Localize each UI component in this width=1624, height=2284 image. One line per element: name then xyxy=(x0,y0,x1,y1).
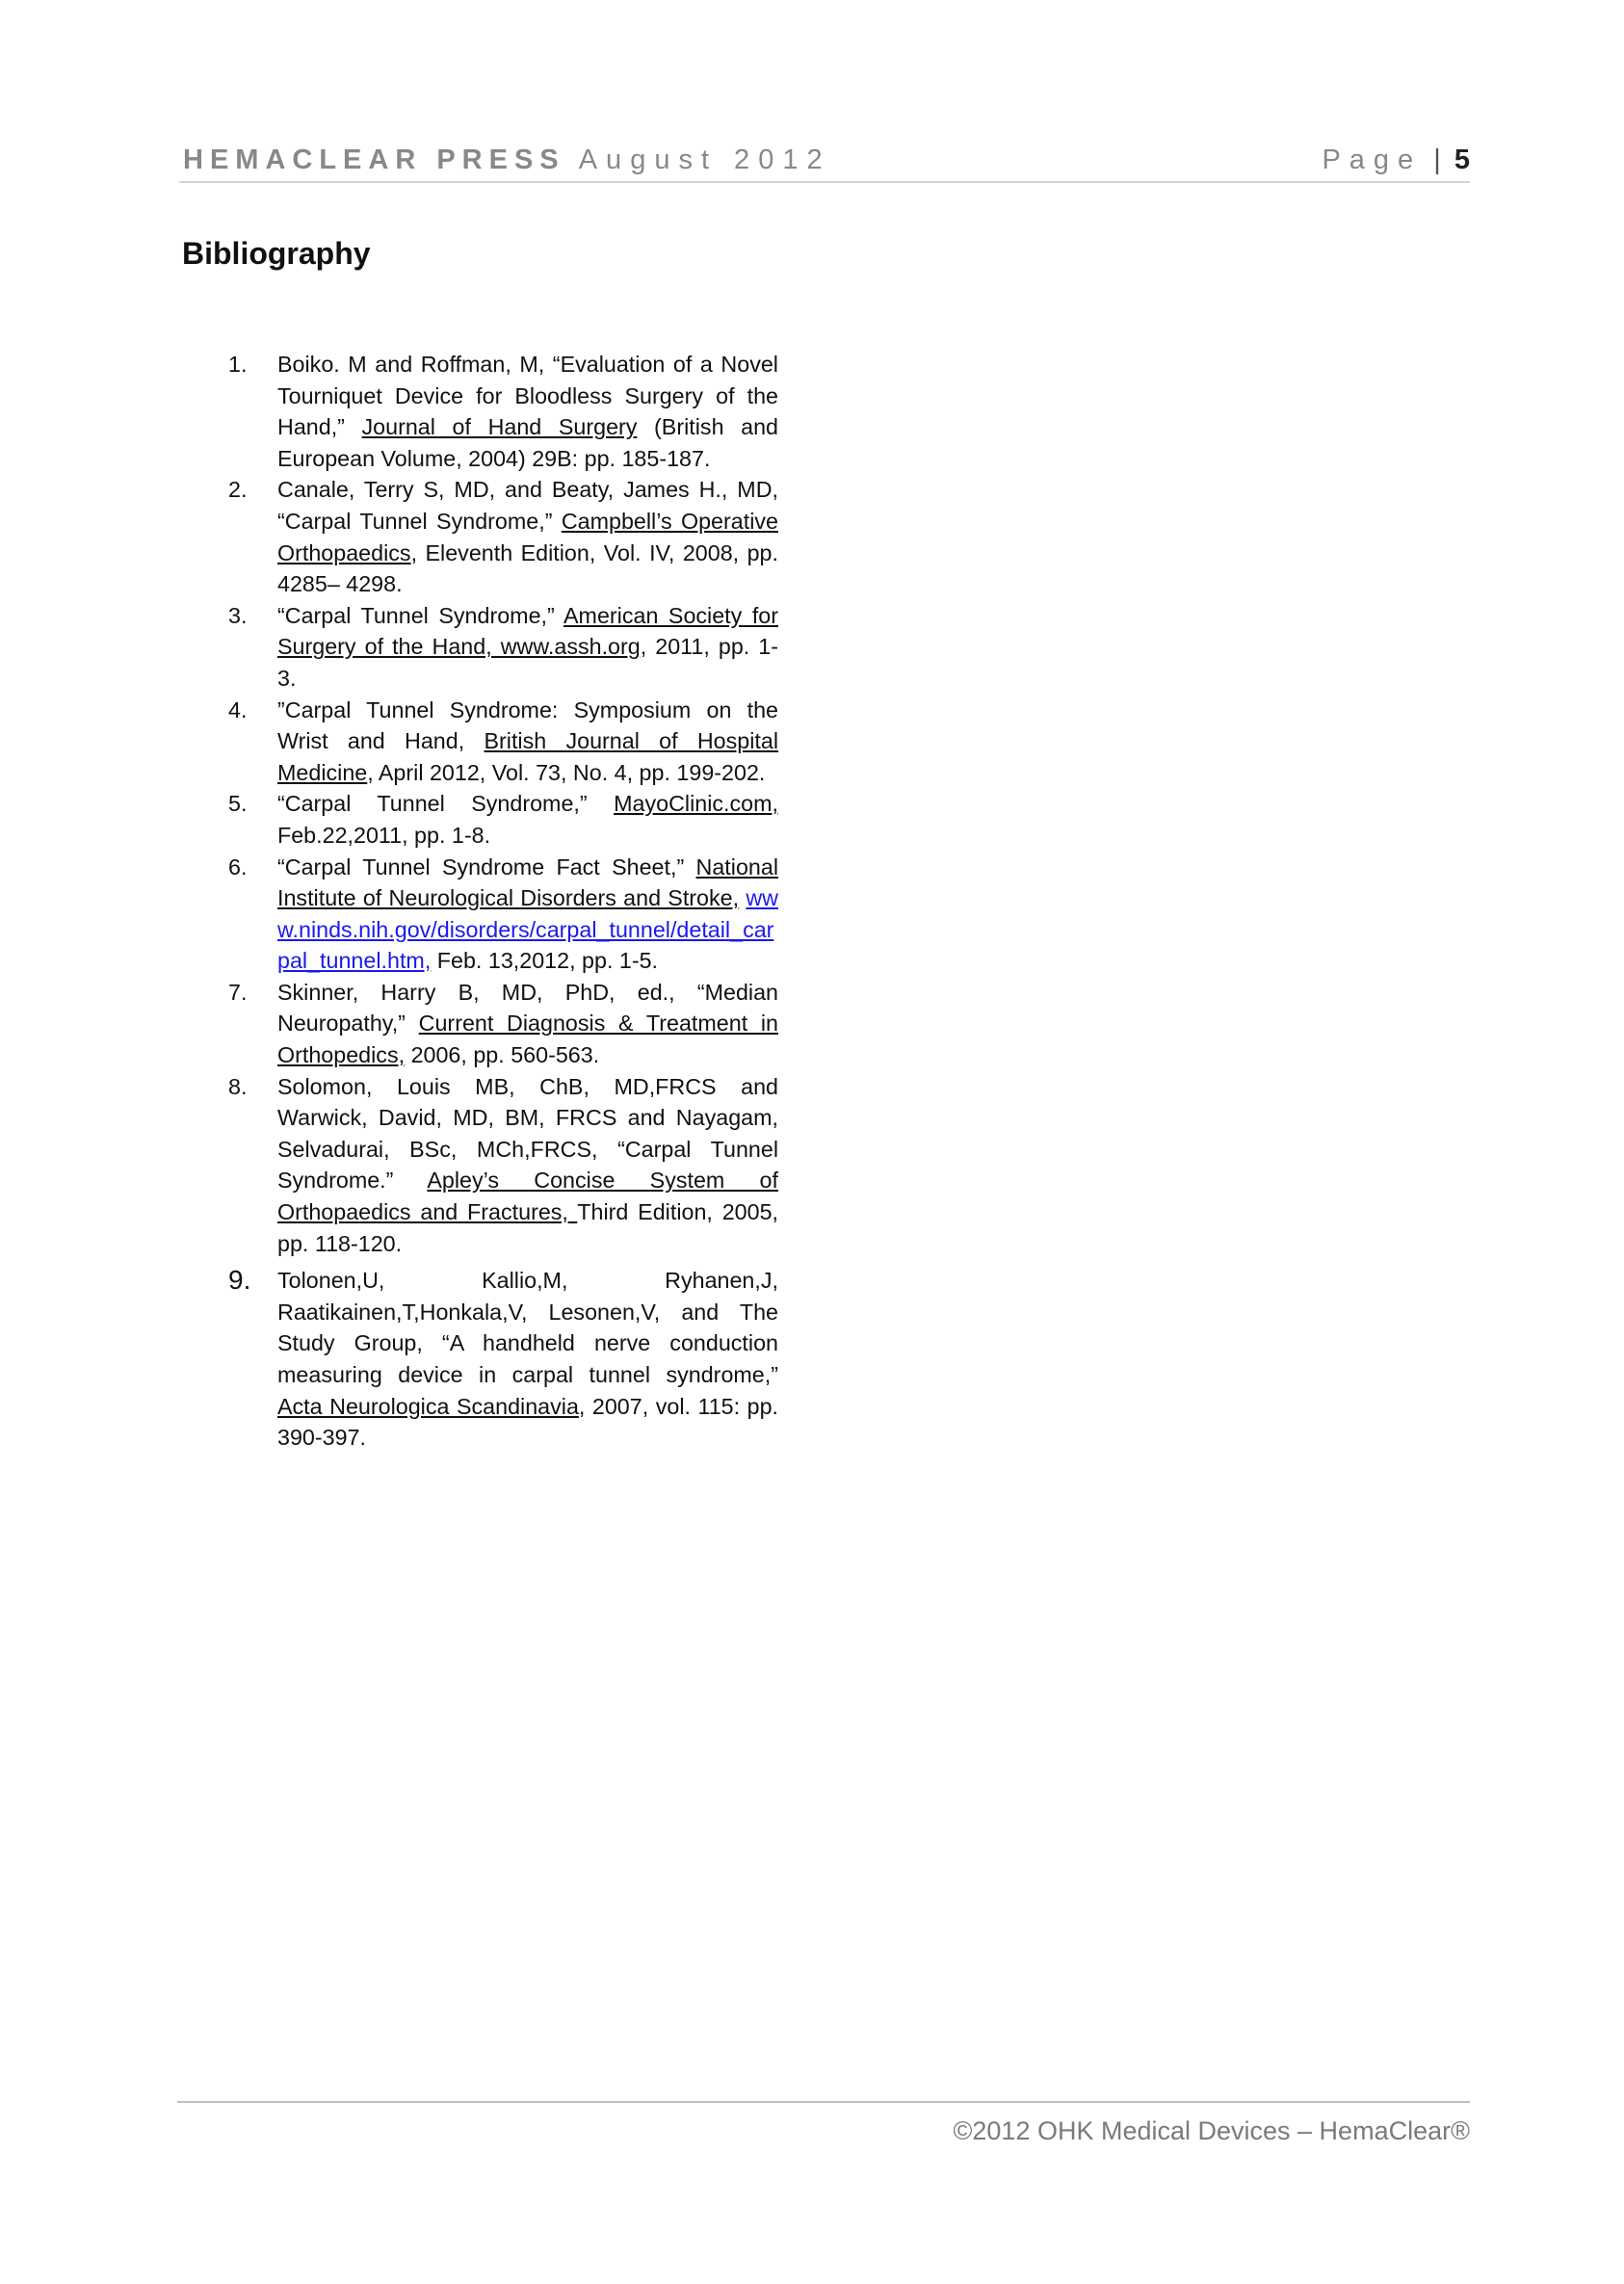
entry-number: 3. xyxy=(228,602,248,628)
entry-text: Feb.22,2011, pp. 1-8. xyxy=(277,822,491,848)
entry-number: 4. xyxy=(228,696,248,722)
entry-text: , April 2012, Vol. 73, No. 4, pp. 199-202. xyxy=(367,759,766,785)
entry-text: Boiko. M and Roffman, M, “Evaluation of a Novel Tourniquet Device for Bloodless Surgery of the Hand,” xyxy=(277,352,778,440)
entry-text: Tolonen,U, Kallio,M, Ryhanen,J, Raatikainen,T,Honkala,V, Lesonen,V, and The Study Group, “A handheld nerve conduction measuring device in carpal tunnel syndrome,” xyxy=(277,1268,778,1387)
source-title: National Institute of Neurological Disorders and Stroke, xyxy=(277,853,778,911)
header-title xyxy=(183,144,831,176)
bibliography-list xyxy=(222,349,778,1454)
bibliography-entry-1 xyxy=(222,349,778,474)
entry-text: , 2007, vol. 115: pp. 390-397. xyxy=(277,1393,778,1451)
bibliography-entry-4 xyxy=(222,695,778,789)
bibliography-entry-7 xyxy=(222,977,778,1071)
bibliography-entry-6 xyxy=(222,852,778,977)
source-title: MayoClinic.com, xyxy=(614,791,778,817)
entry-text: “Carpal Tunnel Syndrome Fact Sheet,” xyxy=(277,853,696,879)
book-title: Apley’s Concise System of Orthopaedics and Fractures, xyxy=(277,1168,778,1225)
journal-title: Journal of Hand Surgery xyxy=(361,414,638,440)
entry-number: 6. xyxy=(228,853,248,879)
page-label: Page xyxy=(1322,144,1423,175)
entry-number: 7. xyxy=(228,979,248,1005)
page-separator: | xyxy=(1433,144,1441,175)
entry-text: “Carpal Tunnel Syndrome,” xyxy=(277,602,563,628)
entry-text: Skinner, Harry B, MD, PhD, ed., “Median Neuropathy,” xyxy=(277,979,778,1037)
page-indicator xyxy=(1322,144,1470,176)
book-title: Current Diagnosis & Treatment in Orthopedics, xyxy=(277,1011,778,1068)
entry-text: Canale, Terry S, MD, and Beaty, James H., MD, “Carpal Tunnel Syndrome,” xyxy=(277,477,778,534)
bibliography-entry-9 xyxy=(222,1265,778,1454)
page-number: 5 xyxy=(1454,144,1470,175)
entry-number: 2. xyxy=(228,477,248,503)
bibliography-entry-3 xyxy=(222,600,778,695)
entry-text: , Eleventh Edition, Vol. IV, 2008, pp. 4285– 4298. xyxy=(277,539,778,597)
entry-number: 8. xyxy=(228,1073,248,1099)
entry-text: ”Carpal Tunnel Syndrome: Symposium on the Wrist and Hand, xyxy=(277,696,778,754)
journal-title: Acta Neurologica Scandinavia xyxy=(277,1393,579,1419)
entry-text: , 2011, pp. 1-3. xyxy=(277,634,778,691)
bibliography-entry-5 xyxy=(222,788,778,851)
publication-edition: August 2012 xyxy=(578,144,831,175)
publication-name: HEMACLEAR PRESS xyxy=(183,144,565,175)
entry-text: 2006, pp. 560-563. xyxy=(405,1042,600,1068)
copyright-notice: ©2012 OHK Medical Devices – HemaClear® xyxy=(953,2116,1470,2145)
entry-number: 5. xyxy=(228,791,248,817)
source-title: American Society for Surgery of the Hand, www.assh.org xyxy=(277,602,779,660)
page-header xyxy=(179,139,1470,183)
entry-text: “Carpal Tunnel Syndrome,” xyxy=(277,791,615,817)
entry-text: Third Edition, 2005, pp. 118-120. xyxy=(277,1199,778,1256)
book-title: Campbell’s Operative Orthopaedics xyxy=(277,508,778,565)
entry-text: Feb. 13,2012, pp. 1-5. xyxy=(431,948,659,974)
bibliography-entry-2 xyxy=(222,474,778,599)
source-link[interactable]: www.ninds.nih.gov/disorders/carpal_tunnel/detail_carpal_tunnel.htm, xyxy=(277,885,778,974)
page-footer xyxy=(177,2101,1470,2145)
entry-text: Solomon, Louis MB, ChB, MD,FRCS and Warwick, David, MD, BM, FRCS and Nayagam, Selvadurai, BSc, MCh,FRCS, “Carpal Tunnel Syndrome.” xyxy=(277,1073,778,1194)
entry-number: 1. xyxy=(228,352,248,377)
section-title: Bibliography xyxy=(182,236,371,271)
bibliography-entry-8 xyxy=(222,1071,778,1260)
journal-title: British Journal of Hospital Medicine xyxy=(277,728,779,785)
entry-number: 9. xyxy=(228,1265,251,1296)
entry-text: (British and European Volume, 2004) 29B: pp. 185-187. xyxy=(277,414,778,471)
